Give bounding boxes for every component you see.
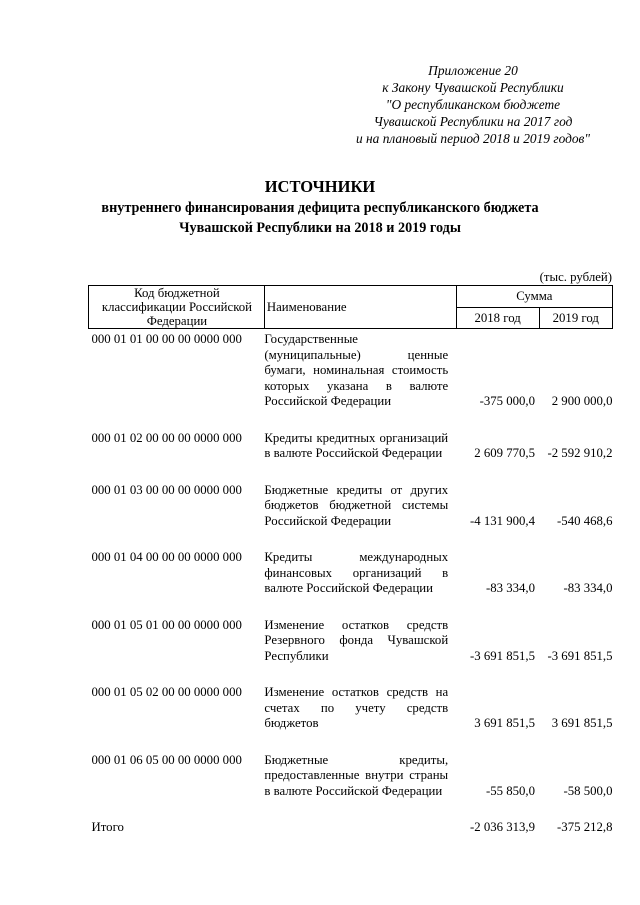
row-name: Изменение остатков средств на счетах по учету средств бюджетов — [264, 685, 449, 730]
row-name: Кредиты международных финансовых организаций в валюте Российской Федерации — [264, 550, 449, 595]
table-row — [89, 431, 613, 483]
units-label: (тыс. рублей) — [539, 270, 612, 284]
row-value-2019: -2 592 910,2 — [547, 446, 613, 460]
appendix-line: и на плановый период 2018 и 2019 годов" — [355, 131, 590, 146]
total-name-empty — [264, 820, 456, 836]
row-value-2018: -3 691 851,5 — [469, 648, 536, 663]
header-year-2019: 2019 год — [539, 307, 612, 329]
table-row — [89, 685, 613, 753]
row-code: 000 01 03 00 00 00 0000 000 — [91, 482, 242, 497]
row-value-2018: 2 609 770,5 — [474, 446, 536, 460]
row-value-2018: -83 334,0 — [485, 581, 536, 595]
table-row — [89, 753, 613, 821]
row-code: 000 01 04 00 00 00 0000 000 — [91, 550, 242, 564]
appendix-line: "О республиканском бюджете — [385, 97, 561, 112]
row-code: 000 01 01 00 00 00 0000 000 — [91, 332, 242, 346]
document-title — [0, 176, 640, 238]
row-value-2019: 3 691 851,5 — [551, 716, 613, 730]
row-name: Бюджетные кредиты, предоставленные внутри страны в валюте Российской Федерации — [264, 752, 449, 798]
financing-sources-table — [88, 285, 613, 836]
total-row — [89, 820, 613, 836]
row-value-2019: -540 468,6 — [557, 513, 613, 528]
row-value-2019: -3 691 851,5 — [547, 648, 613, 663]
row-value-2019: 2 900 000,0 — [551, 394, 613, 408]
row-code: 000 01 06 05 00 00 0000 000 — [91, 752, 242, 767]
row-code: 000 01 02 00 00 00 0000 000 — [91, 430, 242, 445]
row-value-2018: -55 850,0 — [485, 783, 536, 798]
row-value-2018: -4 131 900,4 — [469, 513, 536, 528]
appendix-line: Приложение 20 — [428, 63, 518, 78]
table-row — [89, 550, 613, 618]
appendix-header — [356, 62, 590, 147]
row-name: Государственные (муниципальные) ценные бумаги, номинальная стоимость которых указана в валюте Российской Федерации — [264, 332, 449, 408]
total-label: Итого — [91, 820, 124, 834]
row-name: Бюджетные кредиты от других бюджетов бюджетной системы Российской Федерации — [264, 482, 449, 528]
header-name: Наименование — [264, 286, 456, 329]
table-row — [89, 483, 613, 551]
row-code: 000 01 05 02 00 00 0000 000 — [91, 685, 242, 699]
appendix-line: к Закону Чувашской Республики — [382, 80, 564, 95]
header-year-2018: 2018 год — [456, 307, 539, 329]
table-row — [89, 618, 613, 686]
total-value-2018: -2 036 313,9 — [469, 820, 536, 834]
row-code: 000 01 05 01 00 00 0000 000 — [91, 617, 242, 632]
row-value-2019: -83 334,0 — [563, 581, 613, 595]
title-line-2: Чувашской Республики на 2018 и 2019 годы — [179, 220, 461, 236]
row-value-2018: -375 000,0 — [479, 394, 536, 408]
row-value-2018: 3 691 851,5 — [474, 716, 536, 730]
row-name: Изменение остатков средств Резервного фонда Чувашской Республики — [264, 617, 449, 663]
header-code: Код бюджетной классификации Российской Федерации — [89, 286, 265, 329]
appendix-line: Чувашской Республики на 2017 год — [373, 114, 573, 129]
header-sum: Сумма — [456, 286, 612, 308]
table-row — [89, 329, 613, 431]
row-value-2019: -58 500,0 — [563, 783, 613, 798]
title-line-1: внутреннего финансирования дефицита республиканского бюджета — [101, 200, 539, 216]
total-value-2019: -375 212,8 — [557, 820, 613, 834]
row-name: Кредиты кредитных организаций в валюте Российской Федерации — [264, 430, 449, 460]
title-main: ИСТОЧНИКИ — [264, 177, 376, 196]
